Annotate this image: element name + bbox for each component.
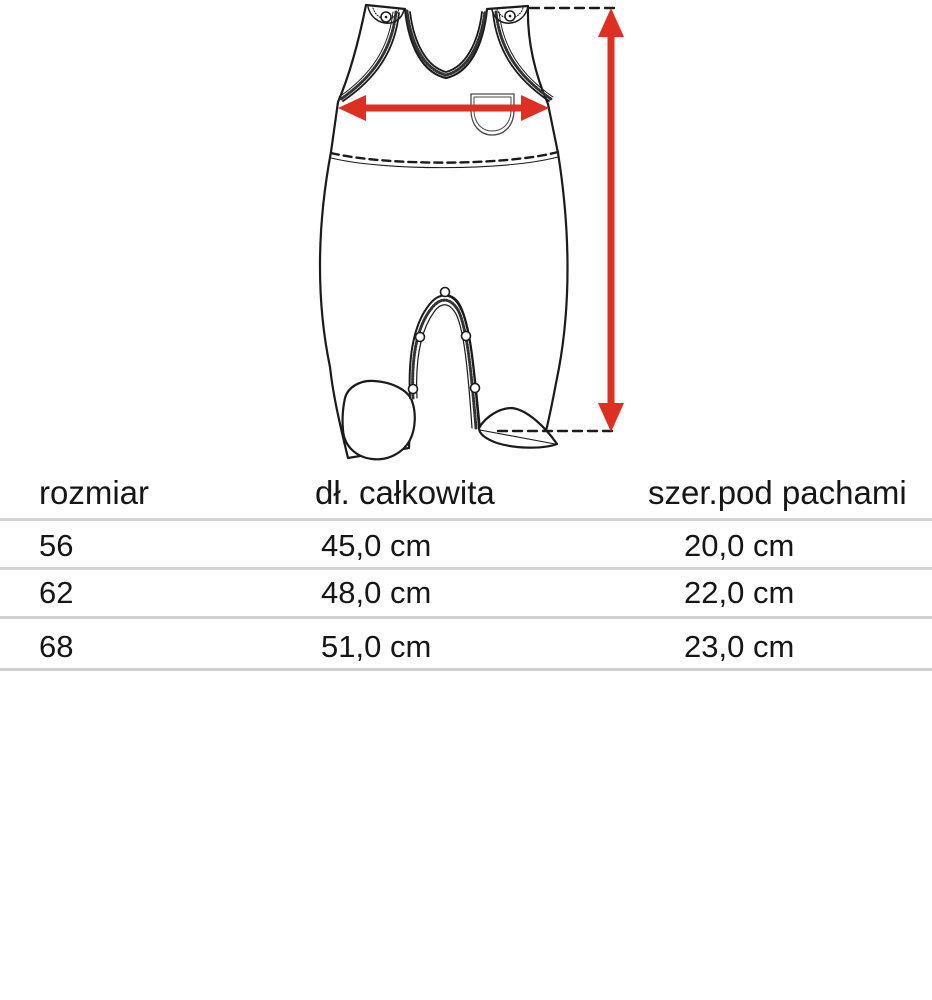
snap-button (471, 384, 480, 393)
cell-size: 56 (39, 528, 74, 563)
column-header-size: rozmiar (39, 474, 150, 511)
cell-size: 68 (39, 629, 74, 664)
snap-button (462, 332, 471, 341)
chest-pocket (471, 94, 514, 135)
snap-button (409, 385, 418, 394)
cell-width: 23,0 cm (684, 629, 795, 664)
cell-size: 62 (39, 575, 74, 610)
left-foot (343, 381, 415, 459)
table-separator (0, 668, 932, 671)
column-header-width: szer.pod pachami (648, 474, 907, 511)
measurement-diagram (0, 0, 932, 470)
arrow-head-up (598, 8, 624, 37)
arrow-head-down (598, 403, 624, 432)
cell-length: 48,0 cm (321, 575, 432, 610)
table-separator (0, 616, 932, 619)
table-separator (0, 567, 932, 570)
snap-button (416, 333, 425, 342)
length-measurement-arrow (598, 8, 624, 432)
table-separator (0, 518, 932, 521)
cell-width: 20,0 cm (684, 528, 795, 563)
cell-length: 51,0 cm (321, 629, 432, 664)
garment-outline (320, 5, 617, 459)
cell-width: 22,0 cm (684, 575, 795, 610)
cell-length: 45,0 cm (321, 528, 432, 563)
snap-button (441, 288, 450, 297)
column-header-length: dł. całkowita (315, 474, 495, 511)
